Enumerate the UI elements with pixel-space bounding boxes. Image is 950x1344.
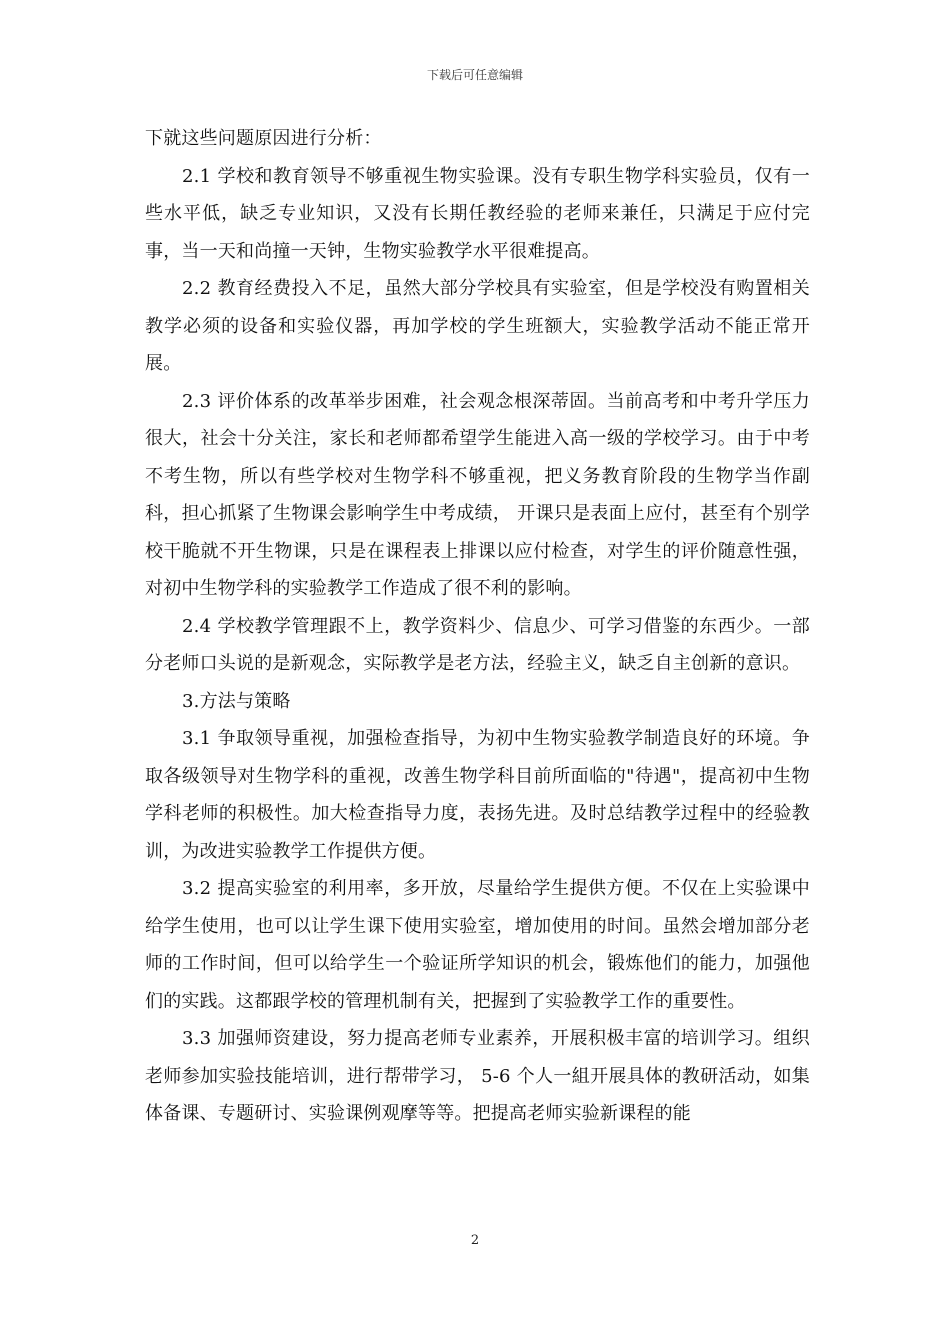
paragraph-2-3: 2.3 评价体系的改革举步困难，社会观念根深蒂固。当前高考和中考升学压力很大，社会十分关注，家长和老师都希望学生能进入高一级的学校学习。由于中考不考生物，所以有些学校对生物学科不够重视，把义务教育阶段的生物学当作副科，担心抓紧了生物课会影响学生中考成绩， 开课只是表面上应付，甚至有个别学校干脆就不开生物课，只是在课程表上排课以应付检查，对学生的评价随意性强，对初中生物学科的实验教学工作造成了很不利的影响。 (145, 390, 810, 599)
paragraph-2-4: 2.4 学校教学管理跟不上，教学资料少、信息少、可学习借鉴的东西少。一部分老师口头说的是新观念，实际教学是老方法，经验主义，缺乏自主创新的意识。 (145, 615, 810, 674)
paragraph-2-2: 2.2 教育经费投入不足，虽然大部分学校具有实验室，但是学校没有购置相关教学必须的设备和实验仪器，再加学校的学生班额大，实验教学活动不能正常开展。 (145, 278, 810, 374)
page-header: 下载后可任意编辑 (426, 68, 523, 82)
document-body (145, 120, 810, 1133)
paragraph-3-2: 3.2 提高实验室的利用率，多开放，尽量给学生提供方便。不仅在上实验课中给学生使用，也可以让学生课下使用实验室，增加使用的时间。虽然会增加部分老师的工作时间，但可以给学生一个验证所学知识的机会，锻炼他们的能力，加强他们的实践。这都跟学校的管理机制有关，把握到了实验教学工作的重要性。 (145, 878, 810, 1012)
paragraph-2-1: 2.1 学校和教育领导不够重视生物实验课。没有专职生物学科实验员，仅有一些水平低，缺乏专业知识，又没有长期任教经验的老师来兼任，只满足于应付完事，当一天和尚撞一天钟，生物实验教学水平很难提高。 (145, 165, 810, 262)
paragraph-3-3: 3.3 加强师资建设，努力提高老师专业素养，开展积极丰富的培训学习。组织老师参加实验技能培训，进行帮带学习， 5-6 个人一組开展具体的教研活动，如集体备课、专题研讨、实验课例观摩等等。把提高老师实验新课程的能 (145, 1028, 810, 1124)
paragraph-3-1: 3.1 争取领导重视，加强检查指导，为初中生物实验教学制造良好的环境。争取各级领导对生物学科的重视，改善生物学科目前所面临的"待遇"，提高初中生物学科老师的积极性。加大检查指导力度，表扬先进。及时总结教学过程中的经验教训，为改进实验教学工作提供方便。 (145, 728, 810, 862)
paragraph-intro: 下就这些问题原因进行分析： (145, 128, 382, 149)
section-heading-methods: 3.方法与策略 (182, 690, 291, 712)
page-number: 2 (470, 1233, 480, 1248)
